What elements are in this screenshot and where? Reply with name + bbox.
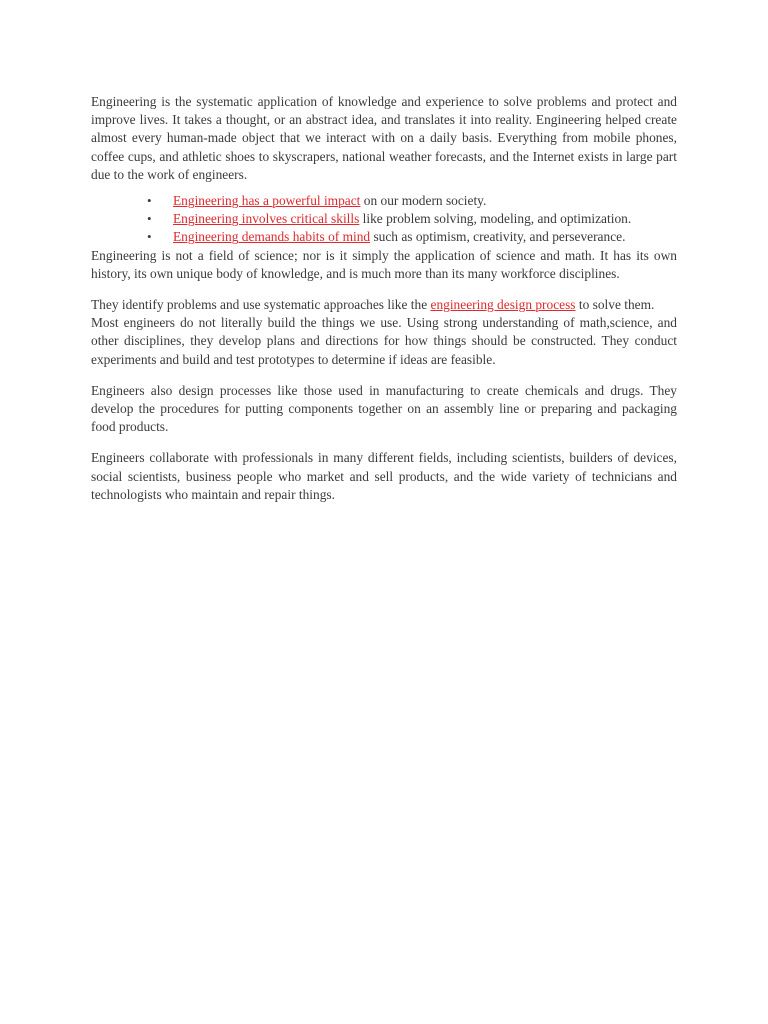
list-item-text: like problem solving, modeling, and optimization.: [359, 211, 632, 227]
bullet-icon: •: [147, 211, 152, 227]
list-item: [147, 210, 677, 228]
list-item-text: such as optimism, creativity, and perseverance.: [370, 229, 626, 245]
bullet-list: [91, 192, 677, 247]
link-habits-of-mind[interactable]: Engineering demands habits of mind: [173, 229, 371, 245]
list-item-text: on our modern society.: [360, 193, 487, 209]
link-powerful-impact[interactable]: Engineering has a powerful impact: [173, 193, 361, 209]
paragraph-text: to solve them.: [575, 297, 655, 313]
link-critical-skills[interactable]: Engineering involves critical skills: [173, 211, 360, 227]
paragraph-text: They identify problems and use systematic approaches like the: [91, 297, 431, 313]
science-paragraph: Engineering is not a field of science; nor is it simply the application of science and math. It has its own history, its own unique body of knowledge, and is much more than its many workforce disciplines.: [91, 247, 677, 281]
bullet-icon: •: [147, 229, 152, 245]
list-item: [147, 228, 677, 246]
link-engineering-design-process[interactable]: engineering design process: [430, 297, 576, 313]
processes-paragraph: Engineers also design processes like those used in manufacturing to create chemicals and drugs. They develop the procedures for putting components together on an assembly line or preparing and packaging food products.: [91, 382, 677, 435]
document-page: [91, 93, 677, 504]
collaborate-paragraph: Engineers collaborate with professionals in many different fields, including scientists, builders of devices, social scientists, business people who market and sell products, and the wide variety of technicians and technologists who maintain and repair things.: [91, 450, 677, 502]
build-paragraph: Most engineers do not literally build the things we use. Using strong understanding of math,science, and other disciplines, they develop plans and directions for how things should be constructed. They conduct experiments and build and test prototypes to determine if ideas are feasible.: [91, 315, 677, 367]
design-process-paragraph: [91, 296, 677, 314]
bullet-icon: •: [147, 193, 152, 209]
list-item: [147, 192, 677, 210]
intro-paragraph: Engineering is the systematic application of knowledge and experience to solve problems and protect and improve lives. It takes a thought, or an abstract idea, and translates it into reality. Engineering helped create almost every human-made object that we interact with on a daily basis. Everything from mobile phones, coffee cups, and athletic shoes to skyscrapers, national weather forecasts, and the Internet exists in large part due to the work of engineers.: [91, 94, 677, 182]
